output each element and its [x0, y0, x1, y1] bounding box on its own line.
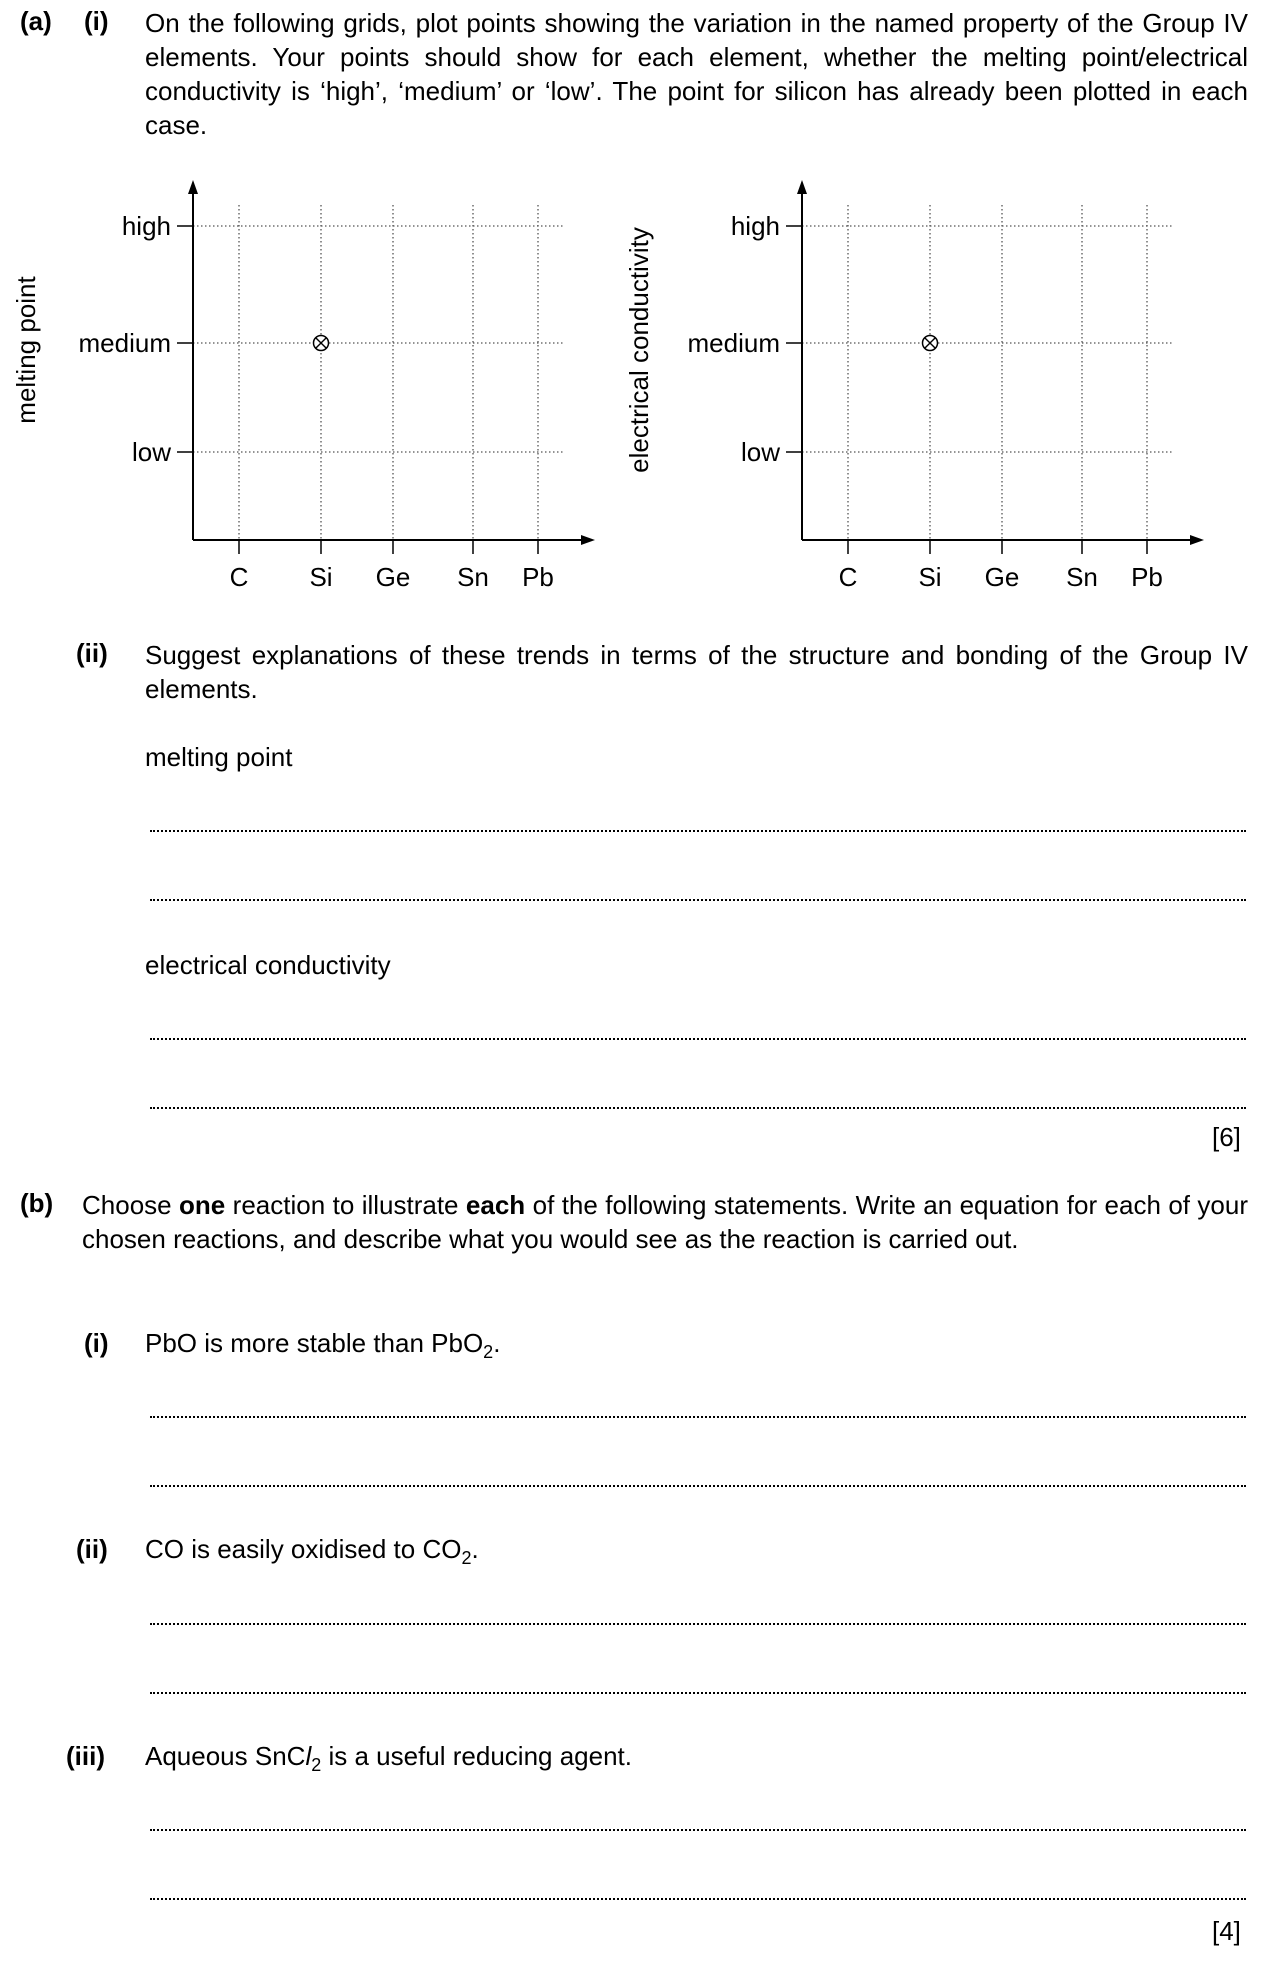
plotted-point-Si [314, 336, 329, 351]
y-axis-arrow [188, 180, 198, 194]
answer-line[interactable] [150, 1038, 1246, 1040]
charts-area [0, 160, 1271, 600]
x-axis-arrow [581, 535, 595, 545]
category-label-Sn: Sn [1066, 562, 1098, 592]
melting-point-chart [11, 180, 595, 592]
category-label-Ge: Ge [375, 562, 411, 592]
part-b-ii-label: (ii) [76, 1534, 108, 1564]
electrical-conductivity-prompt: electrical conductivity [145, 950, 391, 980]
level-label-high: high [121, 211, 171, 241]
part-a-i-label: (i) [84, 6, 109, 36]
category-label-Pb: Pb [1131, 562, 1163, 592]
part-a-i-instructions: On the following grids, plot points showing the variation in the named property of the Group IV elements. Your points should show for each element, whether the melting point/electrical conductivity is ‘high’, ‘medium’ or ‘low’. The point for silicon has already been plotted in each case. [145, 8, 1248, 140]
answer-line[interactable] [150, 830, 1246, 832]
part-a-ii-question: Suggest explanations of these trends in terms of the structure and bonding of the Group IV elements. [145, 640, 1248, 704]
emphasis-each: each [465, 1190, 526, 1220]
part-a-marks: [6] [1212, 1122, 1241, 1152]
answer-line[interactable] [150, 1623, 1246, 1625]
part-b-iii-label: (iii) [66, 1741, 105, 1771]
category-label-Pb: Pb [522, 562, 554, 592]
answer-line[interactable] [150, 1829, 1246, 1831]
category-label-C: C [838, 562, 858, 592]
part-b-marks: [4] [1212, 1916, 1241, 1946]
part-b-iii-statement: Aqueous SnCl$_2$ is a useful reducing agent. [145, 1741, 633, 1775]
part-a-label: (a) [20, 6, 52, 36]
part-b-i-label: (i) [84, 1328, 109, 1358]
level-label-low: low [740, 437, 780, 467]
plotted-point-Si [923, 336, 938, 351]
y-axis-label: melting point [11, 276, 41, 424]
part-a-ii-label: (ii) [76, 638, 108, 668]
part-b-ii-statement: CO is easily oxidised to $CO_2$. [145, 1534, 479, 1568]
category-label-Si: Si [309, 562, 333, 592]
electrical-conductivity-chart [624, 180, 1204, 592]
emphasis-one: one [179, 1190, 226, 1220]
y-axis-arrow [797, 180, 807, 194]
part-b-label: (b) [20, 1188, 54, 1218]
level-label-low: low [131, 437, 171, 467]
melting-point-prompt: melting point [145, 742, 293, 772]
part-b-i-statement: PbO is more stable than PbO$_2$. [145, 1328, 501, 1362]
category-label-Si: Si [918, 562, 942, 592]
level-label-high: high [730, 211, 780, 241]
answer-line[interactable] [150, 1107, 1246, 1109]
category-label-Ge: Ge [984, 562, 1020, 592]
answer-line[interactable] [150, 1898, 1246, 1900]
x-axis-arrow [1190, 535, 1204, 545]
answer-line[interactable] [150, 1485, 1246, 1487]
category-label-C: C [229, 562, 249, 592]
answer-line[interactable] [150, 1692, 1246, 1694]
level-label-medium: medium [78, 328, 171, 358]
answer-line[interactable] [150, 899, 1246, 901]
category-label-Sn: Sn [457, 562, 489, 592]
answer-line[interactable] [150, 1416, 1246, 1418]
y-axis-label: electrical conductivity [624, 227, 654, 473]
part-b-instructions: Choose one reaction to illustrate each of the following statements. Write an equation for each of your chosen reactions, and describe what you would see as the reaction is carried out. [82, 1190, 1248, 1254]
level-label-medium: medium [687, 328, 780, 358]
